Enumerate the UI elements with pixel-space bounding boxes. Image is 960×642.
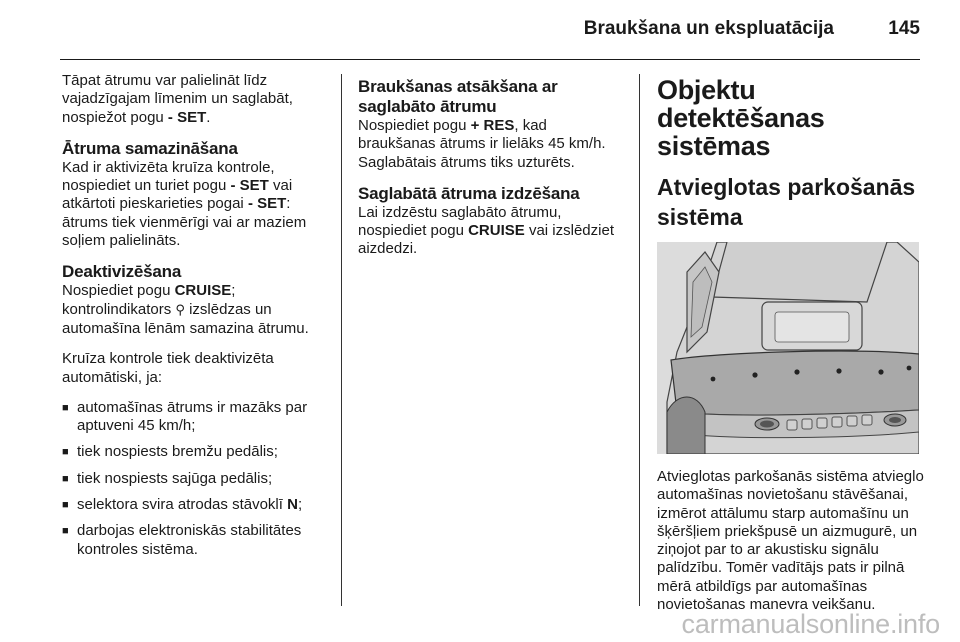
heading-delete-speed: Saglabātā ātruma izdzēšana — [358, 183, 580, 203]
cruise-control-indicator-icon: ⚲ — [175, 302, 185, 318]
parking-assist-description: Atvieglotas parkošanās sistēma atvieglo automašīnas novietošanu stāvēšanai, izmērot attālumu starp automašīnu un šķēršļiem priekšpusē un aizmugurē, un ziņojot par to ar akustisku signālu palīdzību. Tomēr vadītājs pats ir pilnā mērā atbildīgs par automašīnas novietošanas manevra veikšanu. — [657, 468, 924, 614]
delete-speed-paragraph: Lai izdzēstu saglabāto ātrumu, nospiediet pogu CRUISE vai izslēdziet aizdedzi. — [358, 203, 614, 258]
heading-speed-reduction: Ātruma samazināšana — [62, 138, 238, 158]
intro-paragraph: Tāpat ātrumu var palielināt līdz vajadzīgajam līmenim un saglabāt, nospiežot pogu - SET. — [62, 72, 293, 126]
column-left — [62, 72, 330, 567]
list-item: ■ tiek nospiests sajūga pedālis; — [62, 470, 330, 488]
page-header-title: Braukšana un ekspluatācija — [583, 18, 834, 39]
section-title: Objektu detektēšanas sistēmas — [657, 75, 825, 161]
car-rear-bumper-illustration — [657, 242, 919, 454]
header-rule — [60, 59, 920, 60]
watermark: carmanualsonline.info — [681, 609, 940, 639]
heading-resume: Braukšanas atsākšana ar saglabāto ātrumu — [358, 77, 558, 116]
speed-reduction-paragraph: Kad ir aktivizēta kruīza kontrole, nospiediet un turiet pogu - SET vai atkārtoti pieskarieties pogai - SET: ātrums tiek vienmērīgi vai ar maziem soļiem palielināts. — [62, 158, 307, 250]
list-item: ■ darbojas elektroniskās stabilitātes kontroles sistēma. — [62, 522, 330, 559]
list-item: ■ tiek nospiests bremžu pedālis; — [62, 443, 330, 461]
resume-paragraph: Nospiediet pogu + RES, kad braukšanas ātrums ir lielāks 45 km/h. Saglabātais ātrums tiks uzturēts. — [358, 117, 606, 171]
auto-deactivation-list — [62, 399, 330, 559]
deactivation-paragraph: Nospiediet pogu CRUISE; kontrolindikators ⚲ izslēdzas un automašīna lēnām samazina ātrumu. — [62, 282, 309, 337]
car-rear-illustration-icon — [657, 242, 919, 454]
subsection-title: Atvieglotas parkošanās sistēma — [657, 174, 916, 230]
list-item: ■ automašīnas ātrums ir mazāks par aptuveni 45 km/h; — [62, 399, 330, 436]
list-item: ■ selektora svira atrodas stāvoklī N; — [62, 496, 330, 514]
column-right — [657, 72, 925, 626]
column-divider-1 — [341, 74, 342, 606]
auto-deactivation-intro: Kruīza kontrole tiek deaktivizēta automātiski, ja: — [62, 350, 274, 386]
column-middle — [358, 72, 626, 271]
column-divider-2 — [639, 74, 640, 606]
heading-deactivation: Deaktivizēšana — [62, 262, 182, 282]
page-number: 145 — [888, 18, 920, 39]
